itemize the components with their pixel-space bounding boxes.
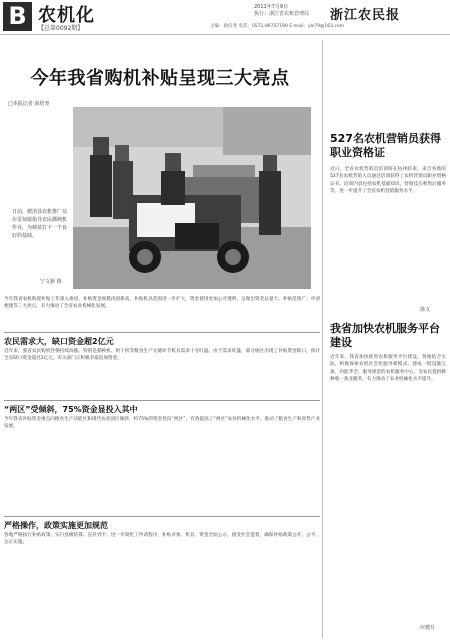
date-line: 2011年7月9日 <box>254 4 289 10</box>
rice-transplanter-photo <box>73 107 311 289</box>
sidebar-credit: 应德月 <box>420 625 436 631</box>
sidebar-article-body: 近年来，我省加快推进农机服务平台建设，各地结合实际，积极探索农机社会化服务新模式，建成一批设施完备、功能齐全、服务规范的农机服务中心，为农民提供耕种收一条龙服务，有力推动了农业机械化水平提升。 <box>330 355 446 383</box>
sidebar-credit: 徐文 <box>420 307 431 313</box>
sidebar-headline: 我省加快农机服务平台建设 <box>330 322 440 349</box>
byline: □本报记者 俞培尧 <box>8 101 50 107</box>
sidebar-headline: 527名农机营销员获得职业资格证 <box>330 132 441 159</box>
publisher-line: 执行：浙江省农机管理局 <box>254 11 310 17</box>
section-heading: 严格操作，政策实施更加规范 <box>4 516 320 531</box>
date-info <box>254 4 309 18</box>
photo-credit: 宁文新 摄 <box>40 279 62 285</box>
news-photo <box>73 107 311 289</box>
section-letter: B <box>3 2 32 31</box>
section-name: 农机化 <box>38 5 95 26</box>
main-headline: 今年我省购机补贴呈现三大亮点 <box>30 68 290 89</box>
section-body: 各地严格执行补贴政策，实行县级结算、直补到卡，进一步简化了申请程序，补贴对象、机具、资金全面公示，接受社会监督，确保补贴政策公开、公平、公正实施。 <box>4 533 320 546</box>
section-body: 今年我省补贴资金重点向粮食生产功能区和现代农业园区倾斜，约75%的资金投向“两区”，有效提高了“两区”农业机械化水平，推动了粮食生产和优势产业发展。 <box>4 417 320 430</box>
photo-caption: 日前，德清县农机推广站在雷甸镇指导农民插秧机作业，为秧苗打下一个良好的基础。 <box>12 209 68 239</box>
masthead <box>0 0 450 35</box>
section-heading: “两区”受倾斜，75%资金显投入其中 <box>4 400 320 415</box>
issue-label: 【总第0092期】 <box>38 25 84 32</box>
paper-name: 浙江农民报 <box>330 8 401 23</box>
section-heading: 农民需求大，缺口资金超2亿元 <box>4 332 320 347</box>
section-body: 近年来，我省农民购机热情持续高涨，特别是插秧机、烘干机等粮食生产关键环节机具需求十分旺盛。由于需求旺盛，部分地区出现了补贴资金缺口，预计全省缺口资金超过2亿元，有关部门正积极争取追加资金。 <box>4 349 320 362</box>
article-intro: 今年我省农机购置补贴工作深入推进，补贴资金规模再创新高，补贴机具范围进一步扩大，资金使用更加公开透明，呈现出资金总量大、补贴范围广、申请便捷等三大亮点，有力推动了全省农业机械化发展。 <box>4 297 320 310</box>
contact-row: 主编：俞培尧 电话：0571-86757190 E-mail：yls79@163.com <box>210 24 345 29</box>
sidebar-article-body: 近日，全省农机营销员培训班在杭州结束，来自各地的527名农机营销人员通过培训获得了农机营销员职业资格证书。培训内容包括农机基础知识、营销技巧和售后服务等，进一步提升了全省农机营销服务水平。 <box>330 167 446 195</box>
column-divider <box>322 40 323 638</box>
